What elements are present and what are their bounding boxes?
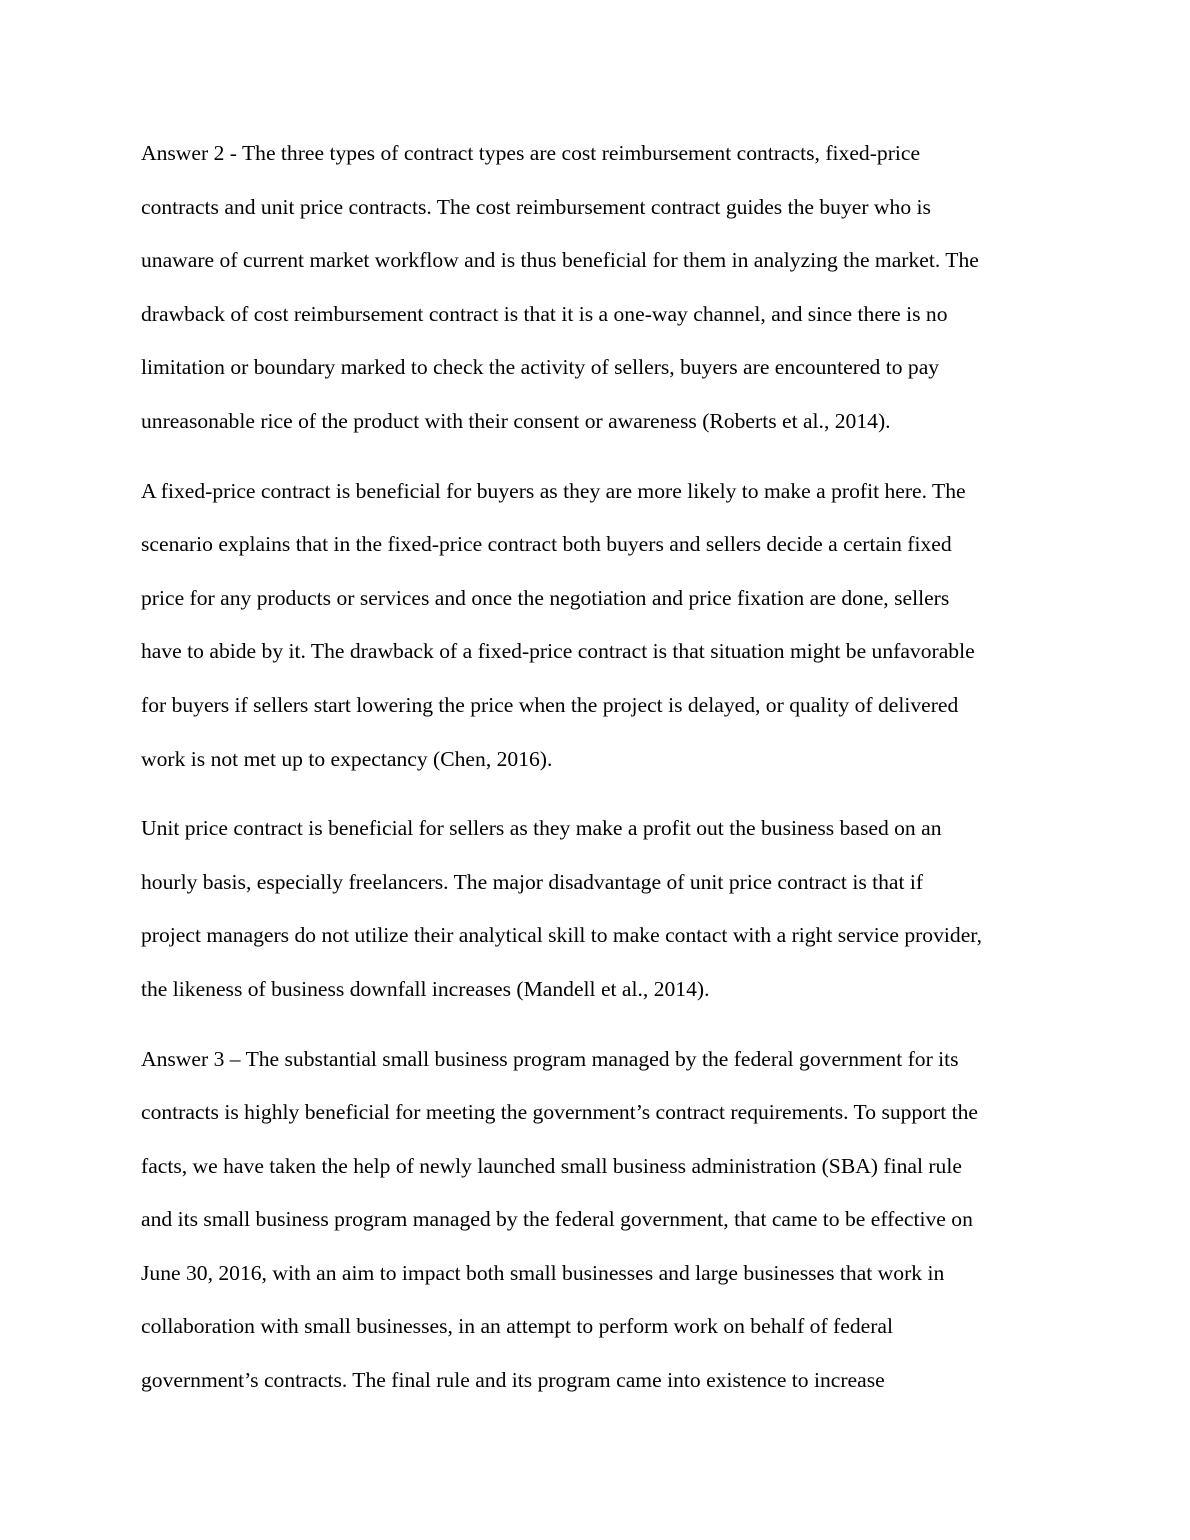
paragraph-unit-price	[141, 802, 1061, 1016]
text-line: collaboration with small businesses, in an attempt to perform work on behalf of federal	[141, 1314, 893, 1339]
text-line: have to abide by it. The drawback of a fixed-price contract is that situation might be unfavorable	[141, 639, 975, 664]
text-line: contracts is highly beneficial for meeting the government’s contract requirements. To support the	[141, 1100, 978, 1125]
text-line: Answer 3 – The substantial small business program managed by the federal government for its	[141, 1046, 959, 1071]
text-line: price for any products or services and once the negotiation and price fixation are done, sellers	[141, 585, 950, 610]
text-line: A fixed-price contract is beneficial for buyers as they are more likely to make a profit here. The	[141, 478, 966, 503]
text-line: hourly basis, especially freelancers. The major disadvantage of unit price contract is that if	[141, 869, 924, 894]
text-line: work is not met up to expectancy (Chen, 2016).	[141, 746, 553, 771]
text-line: unaware of current market workflow and is thus beneficial for them in analyzing the market. The	[141, 248, 979, 273]
text-line: the likeness of business downfall increases (Mandell et al., 2014).	[141, 976, 710, 1001]
text-line: and its small business program managed by the federal government, that came to be effective on	[141, 1207, 973, 1232]
paragraph-fixed-price	[141, 465, 1061, 787]
text-line: for buyers if sellers start lowering the price when the project is delayed, or quality of delivered	[141, 692, 959, 717]
text-line: Unit price contract is beneficial for sellers as they make a profit out the business based on an	[141, 816, 942, 841]
text-line: facts, we have taken the help of newly launched small business administration (SBA) final rule	[141, 1153, 962, 1178]
text-line: government’s contracts. The final rule and its program came into existence to increase	[141, 1368, 885, 1393]
text-line: scenario explains that in the fixed-price contract both buyers and sellers decide a certain fixed	[141, 532, 952, 557]
text-line: drawback of cost reimbursement contract is that it is a one-way channel, and since there is no	[141, 301, 948, 326]
text-line: June 30, 2016, with an aim to impact both small businesses and large businesses that work in	[141, 1260, 945, 1285]
text-line: project managers do not utilize their analytical skill to make contact with a right service provider,	[141, 923, 983, 948]
text-line: limitation or boundary marked to check the activity of sellers, buyers are encountered to pay	[141, 355, 940, 380]
paragraph-answer-2	[141, 127, 1061, 449]
paragraph-spacer	[141, 786, 1061, 802]
text-line: contracts and unit price contracts. The cost reimbursement contract guides the buyer who is	[141, 194, 931, 219]
text-line: Answer 2 - The three types of contract types are cost reimbursement contracts, fixed-price	[141, 141, 921, 165]
paragraph-answer-3	[141, 1033, 1061, 1408]
paragraph-spacer	[141, 449, 1061, 465]
paragraph-spacer	[141, 1017, 1061, 1033]
document-body	[141, 127, 1061, 1408]
text-line: unreasonable rice of the product with their consent or awareness (Roberts et al., 2014).	[141, 408, 891, 433]
